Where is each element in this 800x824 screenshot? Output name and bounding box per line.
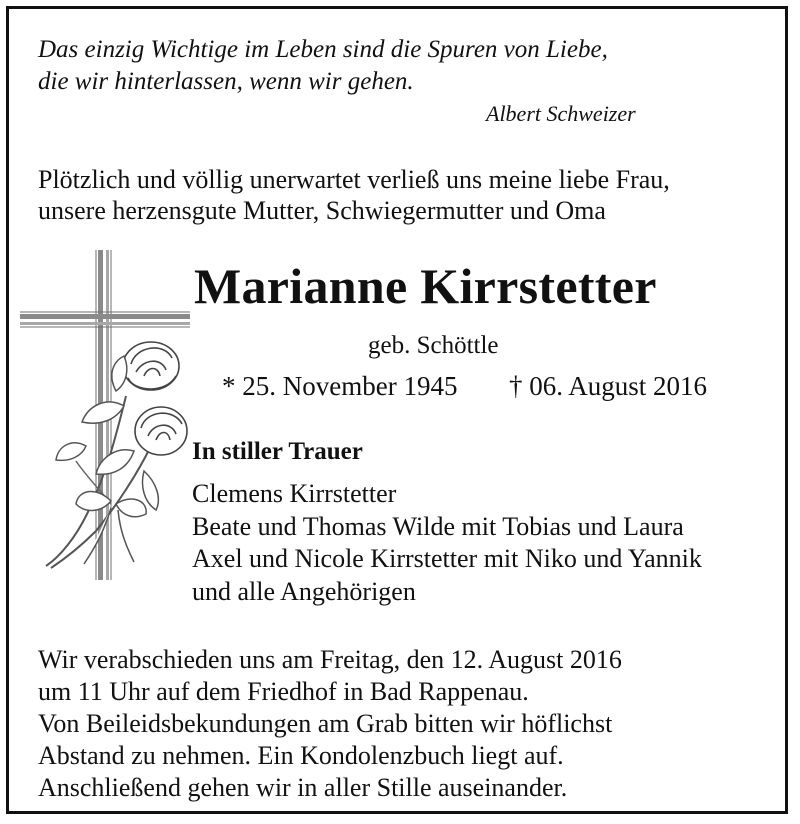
funeral-line-3: Von Beileidsbekundungen am Grab bitten wir höflichst xyxy=(38,709,613,738)
born-name: geb. Schöttle xyxy=(368,332,499,359)
mourner-line-3: Axel und Nicole Kirrstetter mit Niko und Yannik xyxy=(192,544,702,573)
mourner-line-1: Clemens Kirrstetter xyxy=(192,479,397,508)
quote-line-1: Das einzig Wichtige im Leben sind die Spuren von Liebe, xyxy=(38,36,608,63)
quote-author: Albert Schweizer xyxy=(486,101,636,126)
quote-line-2: die wir hinterlassen, wenn wir gehen. xyxy=(38,68,414,95)
mourner-line-2: Beate und Thomas Wilde mit Tobias und Laura xyxy=(192,512,684,541)
cross-with-roses-icon xyxy=(16,246,196,586)
mourning-heading: In stiller Trauer xyxy=(192,438,363,465)
death-date: † 06. August 2016 xyxy=(509,371,708,401)
funeral-line-1: Wir verabschieden uns am Freitag, den 12. August 2016 xyxy=(38,645,622,674)
birth-date: * 25. November 1945 xyxy=(222,371,458,401)
funeral-line-4: Abstand zu nehmen. Ein Kondolenzbuch liegt auf. xyxy=(38,741,564,770)
intro-line-1: Plötzlich und völlig unerwartet verließ uns meine liebe Frau, xyxy=(38,165,670,194)
intro-line-2: unsere herzensgute Mutter, Schwiegermutter und Oma xyxy=(38,196,606,225)
deceased-name: Marianne Kirrstetter xyxy=(194,258,657,314)
funeral-line-5: Anschließend gehen wir in aller Stille auseinander. xyxy=(38,773,568,802)
funeral-line-2: um 11 Uhr auf dem Friedhof in Bad Rappenau. xyxy=(38,677,529,706)
mourner-line-4: und alle Angehörigen xyxy=(192,577,416,606)
